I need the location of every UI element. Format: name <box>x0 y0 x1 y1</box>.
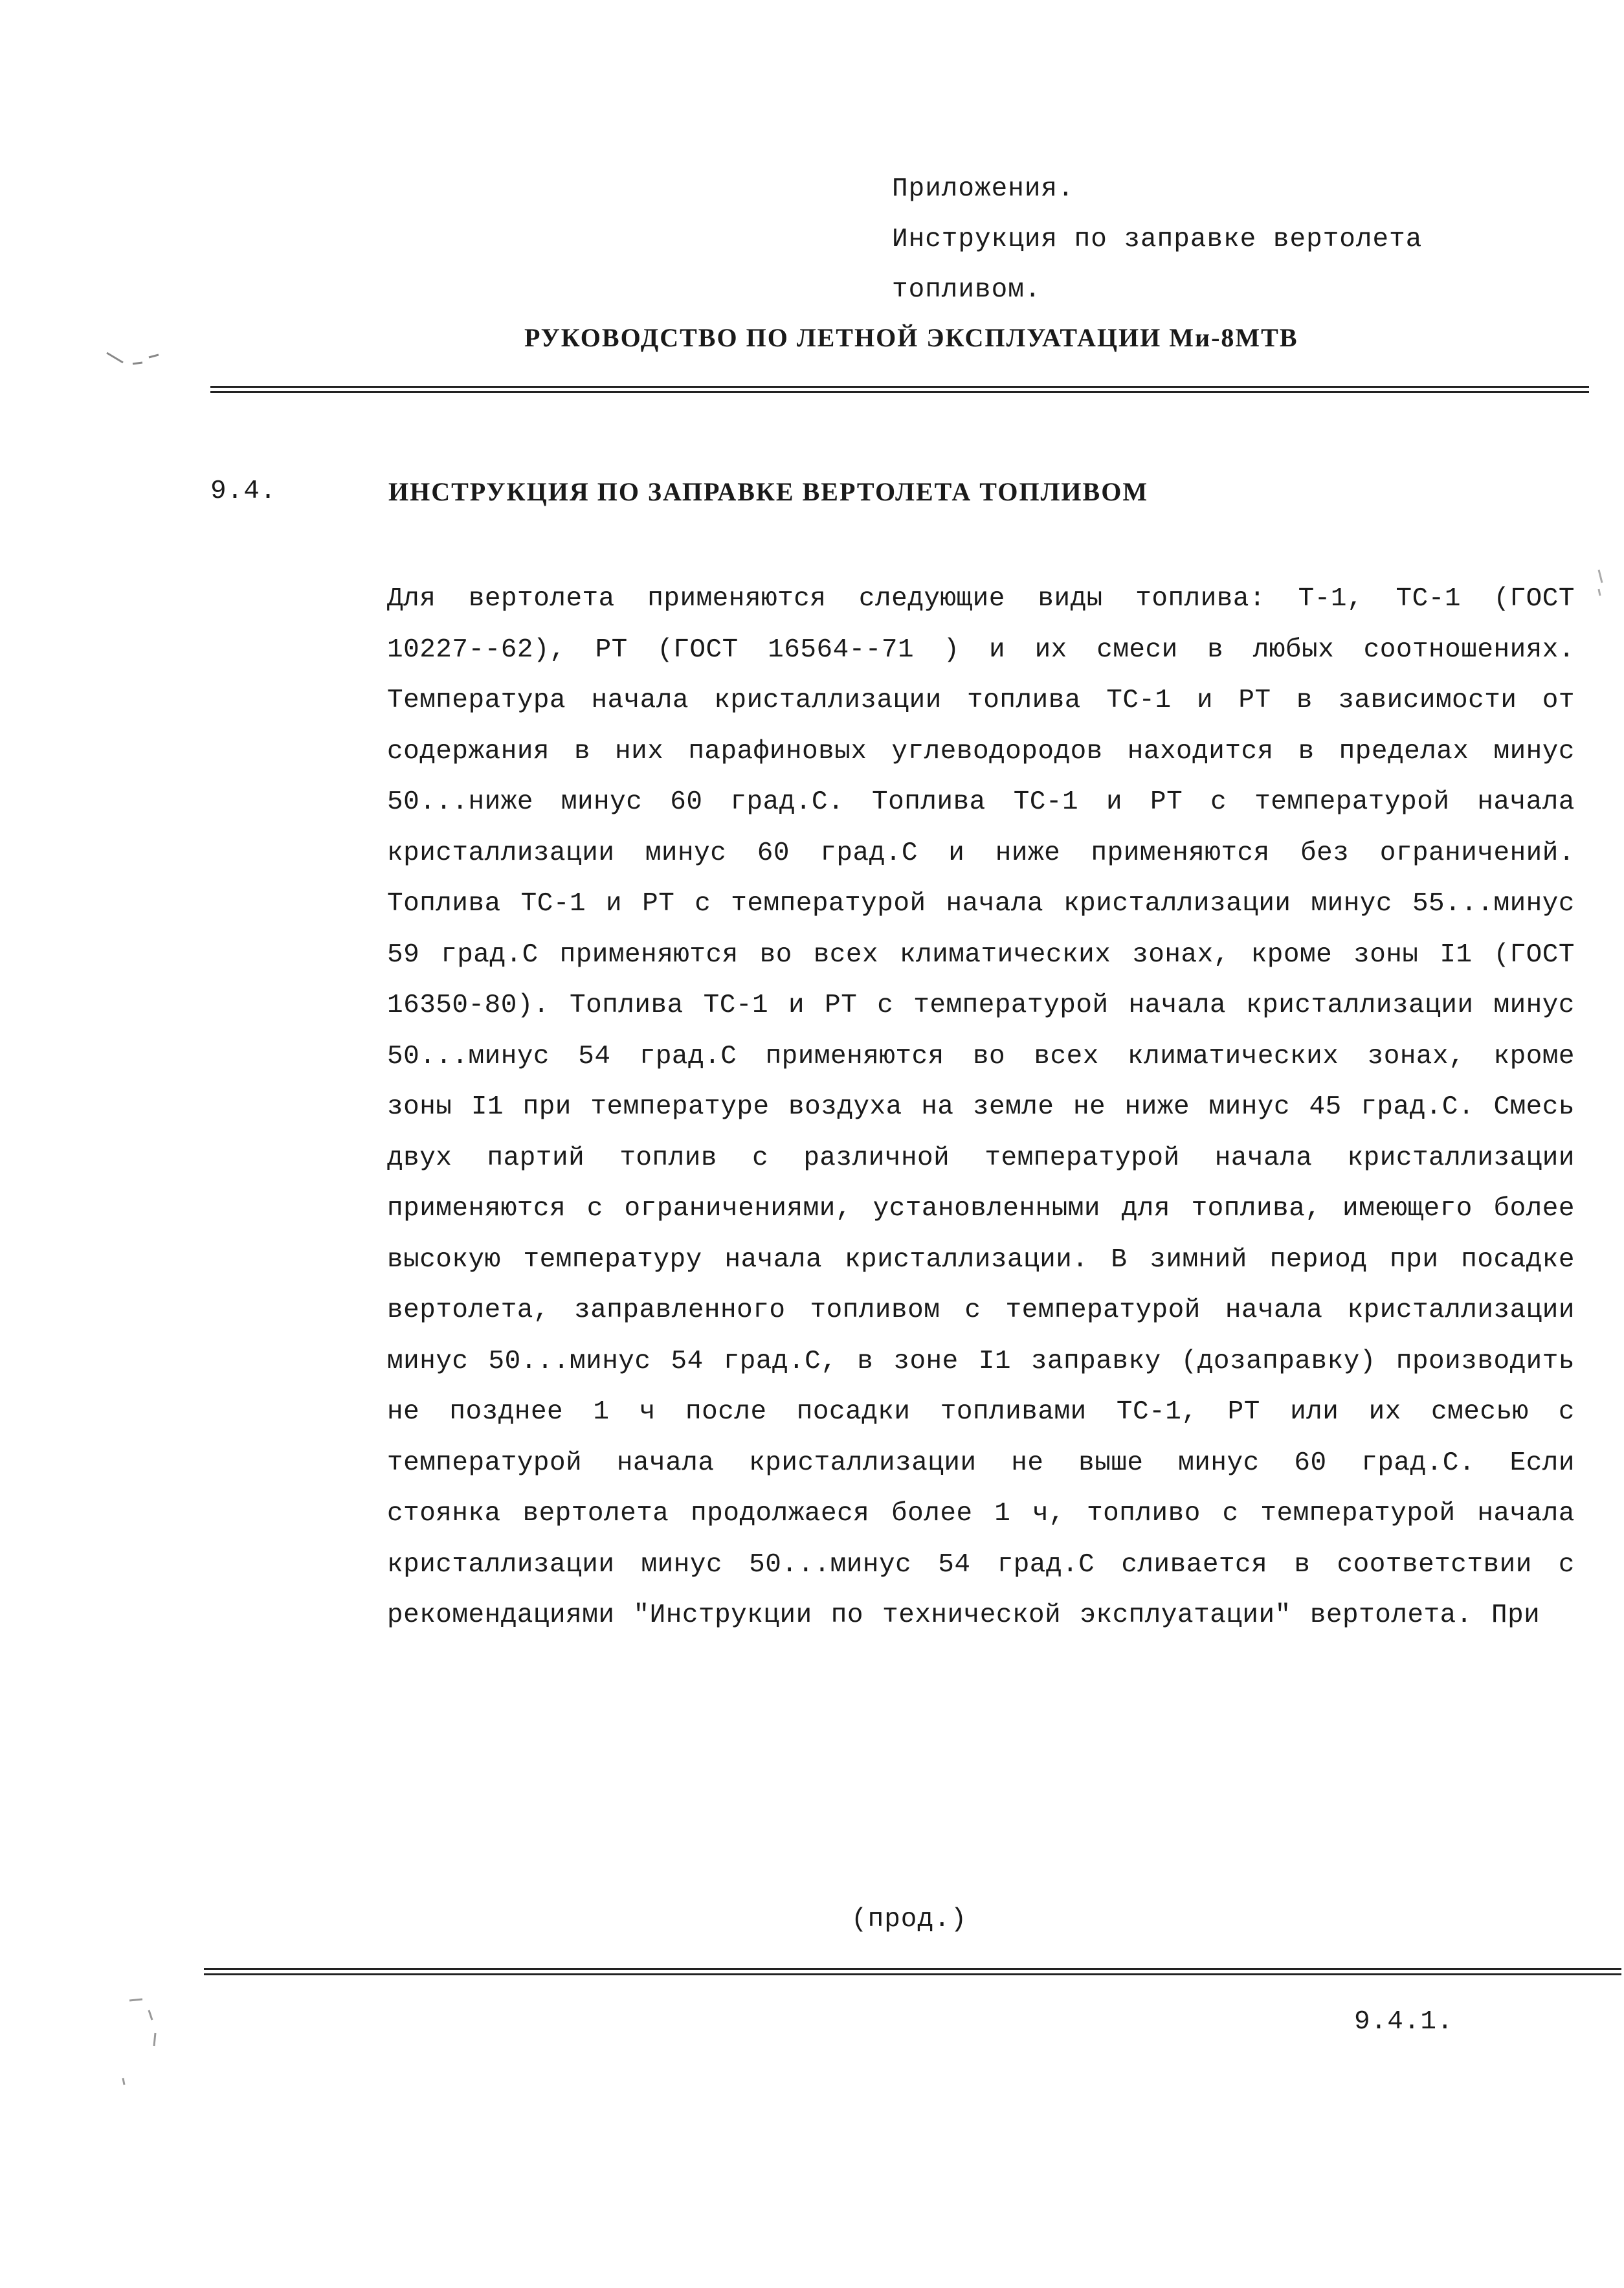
scan-artifact-dots <box>117 1994 168 2098</box>
page-number: 9.4.1. <box>1354 2007 1454 2037</box>
header-line-instruction: Инструкция по заправке вертолета <box>892 225 1423 254</box>
footer-divider <box>204 1968 1621 1975</box>
continued-marker: (прод.) <box>851 1905 968 1935</box>
scan-artifact-edge <box>1592 563 1618 602</box>
header-line-appendix: Приложения. <box>892 174 1074 204</box>
scan-artifact-mark <box>104 343 168 376</box>
appendix-header <box>892 170 1604 321</box>
header-line-fuel: топливом. <box>892 275 1041 305</box>
body-paragraph: Для вертолета применяются следующие виды топлива: Т-1, ТС-1 (ГОСТ 10227--62), РТ (ГОСТ 16564--71 ) и их смеси в любых соотношениях. Температура начала кристаллизации топлива ТС-1 и РТ в зависимости от содержания в них парафиновых углеводородов находится в пределах минус 50...ниже минус 60 град.С. Топлива ТС-1 и РТ с температурой начала кристаллизации минус 60 град.С и ниже применяются без ограничений. Топлива ТС-1 и РТ с температурой начала кристаллизации минус 55...минус 59 град.С применяются во всех климатических зонах, кроме зоны I1 (ГОСТ 16350-80). Топлива ТС-1 и РТ с температурой начала кристаллизации минус 50...минус 54 град.С применяются во всех климатических зонах, кроме зоны I1 при температуре воздуха на земле не ниже минус 45 град.С. Смесь двух партий топлив с различной температурой начала кристаллизации применяются с ограничениями, установленными для топлива, имеющего более высокую температуру начала кристаллизации. В зимний период при посадке вертолета, заправленного топливом с температурой начала кристаллизации минус 50...минус 54 град.С, в зоне I1 заправку (дозаправку) производить не позднее 1 ч после посадки топливами ТС-1, РТ или их смесью с температурой начала кристаллизации не выше минус 60 град.С. Если стоянка вертолета продолжаеся более 1 ч, топливо с температурой начала кристаллизации минус 50...минус 54 град.С сливается в соответствии с рекомендациями "Инструкции по технической эксплуатации" вертолета. При <box>387 584 1575 1630</box>
header-divider <box>210 386 1589 393</box>
section-number: 9.4. <box>210 477 277 506</box>
manual-title: РУКОВОДСТВО ПО ЛЕТНОЙ ЭКСПЛУАТАЦИИ Ми-8МТВ <box>524 323 1298 352</box>
section-title: ИНСТРУКЦИЯ ПО ЗАПРАВКЕ ВЕРТОЛЕТА ТОПЛИВОМ <box>388 477 1149 506</box>
